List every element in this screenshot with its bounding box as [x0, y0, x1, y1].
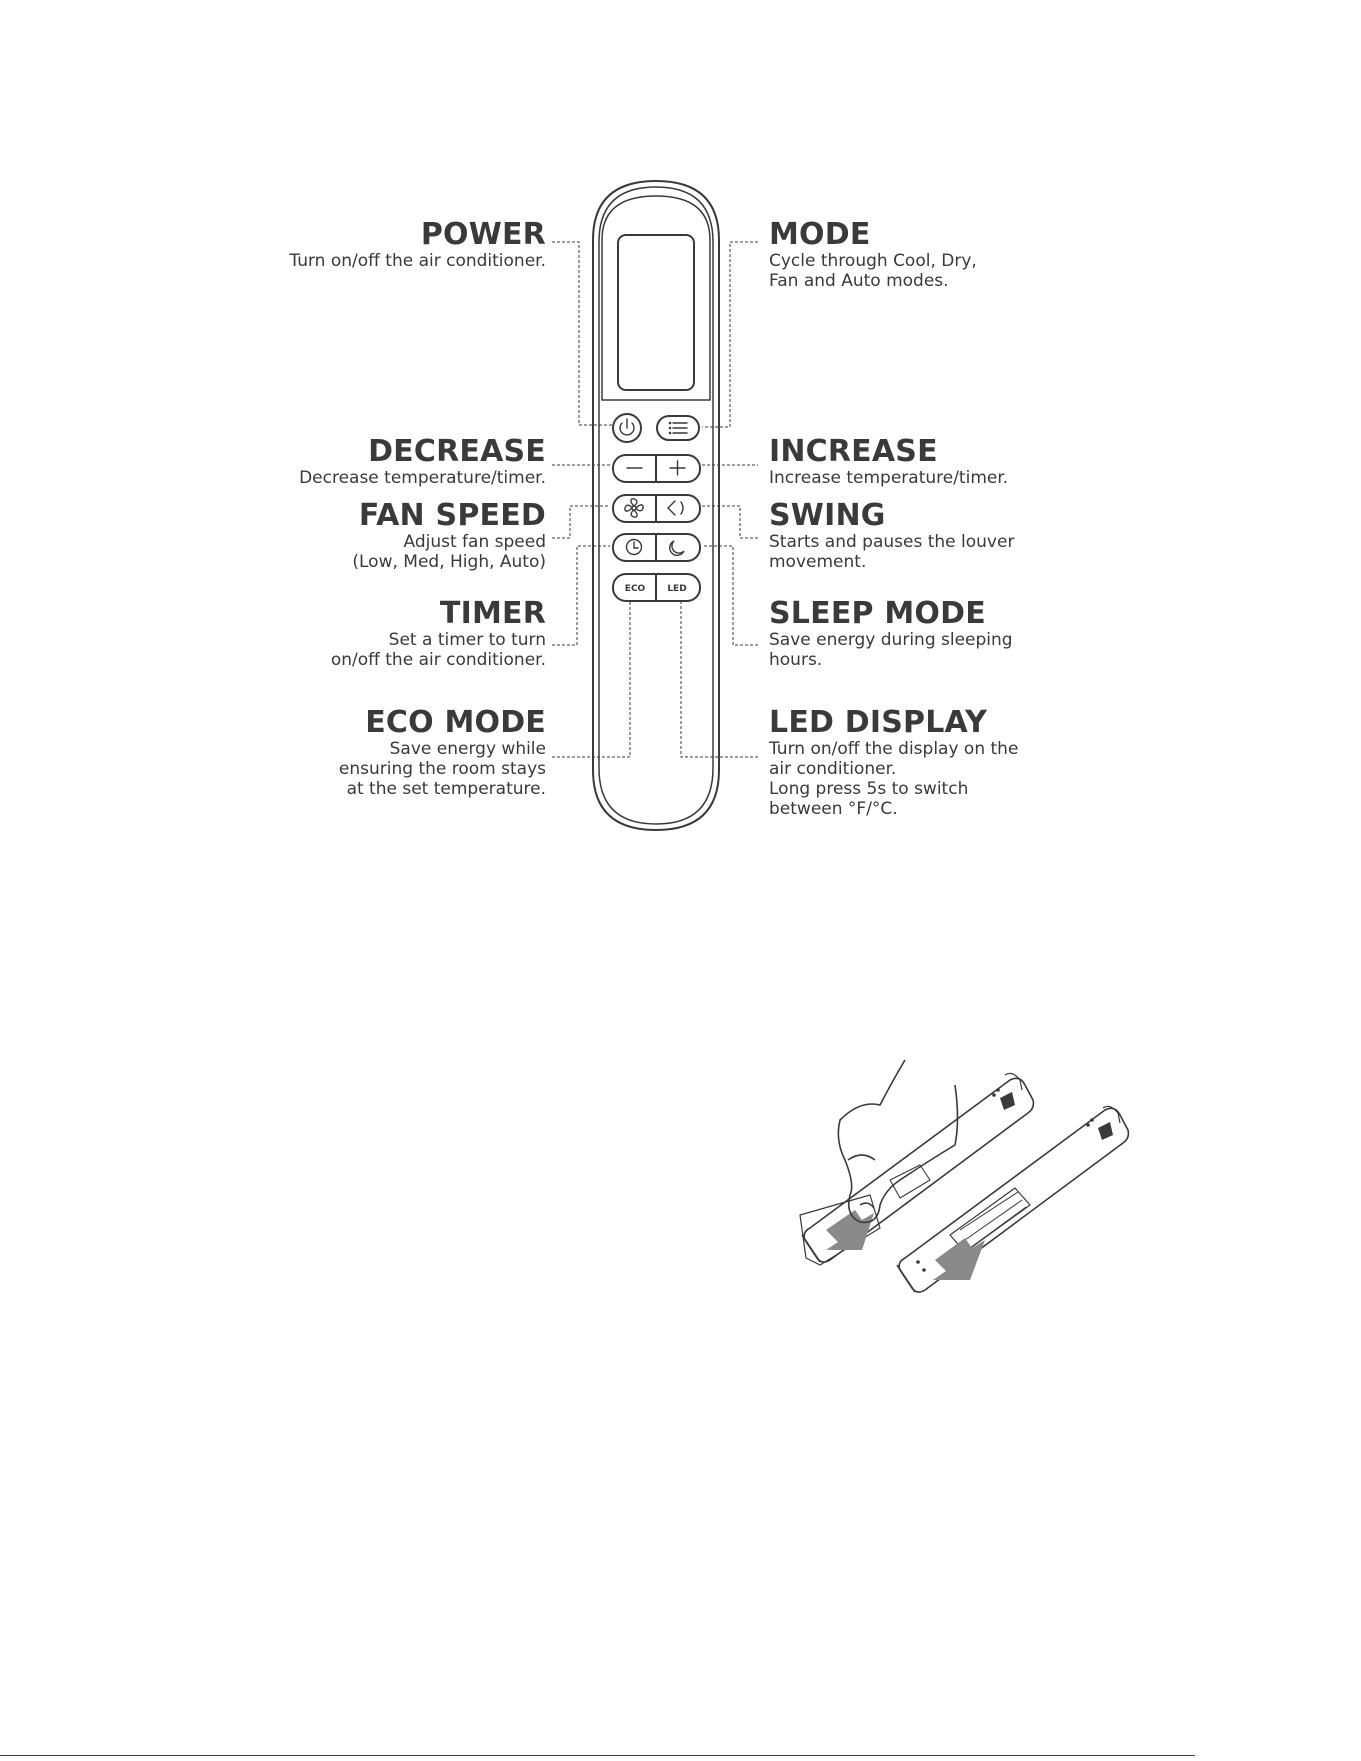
down-arrow-icon — [826, 1210, 874, 1250]
decrease-desc: Decrease temperature/timer. — [299, 468, 546, 488]
sleep-mode-desc: Save energy during sleeping hours. — [769, 630, 1013, 670]
moon-icon — [670, 541, 684, 555]
increase-desc: Increase temperature/timer. — [769, 468, 1009, 488]
decrease-title: DECREASE — [368, 434, 546, 469]
led-display-title: LED DISPLAY — [769, 705, 988, 740]
eco-mode-label — [339, 707, 546, 799]
down-arrow-icon — [933, 1238, 985, 1280]
increase-label — [769, 436, 1008, 488]
timer-desc: Set a timer to turn on/off the air conditioner. — [330, 630, 546, 670]
decrease-label — [299, 436, 546, 488]
timer-leader — [552, 546, 610, 645]
mode-label — [769, 219, 977, 291]
mode-title: MODE — [769, 217, 871, 252]
fan-icon — [625, 499, 643, 517]
clock-icon — [627, 540, 642, 555]
power-icon — [620, 419, 634, 435]
power-desc: Turn on/off the air conditioner. — [289, 251, 546, 271]
mode-desc: Cycle through Cool, Dry, Fan and Auto modes. — [769, 251, 977, 291]
sleep-leader — [702, 546, 758, 645]
plus-icon — [670, 461, 685, 475]
increase-title: INCREASE — [769, 434, 938, 469]
swing-icon — [668, 501, 683, 515]
sleep-mode-title: SLEEP MODE — [769, 596, 986, 631]
eco-leader — [552, 602, 630, 757]
fan-speed-desc: Adjust fan speed (Low, Med, High, Auto) — [352, 532, 546, 572]
led-display-desc: Turn on/off the display on the air conditioner. Long press 5s to switch between °F/°C. — [769, 739, 1019, 819]
eco-mode-desc: Save energy while ensuring the room stays at the set temperature. — [338, 739, 546, 799]
swing-leader — [702, 506, 758, 538]
sleep-mode-label — [769, 598, 1013, 670]
fan-speed-leader — [552, 506, 610, 538]
footer-rule — [0, 1755, 1195, 1756]
timer-label — [331, 598, 546, 670]
power-title: POWER — [420, 217, 546, 252]
led-button-label: LED — [667, 584, 687, 594]
swing-label — [769, 500, 1014, 572]
eco-button-label: ECO — [624, 584, 646, 594]
fan-speed-title: FAN SPEED — [358, 498, 546, 533]
power-leader — [552, 242, 612, 425]
hand — [838, 1060, 957, 1222]
power-label — [289, 219, 546, 271]
mode-list-icon — [669, 422, 687, 433]
eco-mode-title: ECO MODE — [365, 705, 546, 740]
swing-title: SWING — [769, 498, 886, 533]
fan-speed-label — [352, 500, 546, 572]
swing-desc: Starts and pauses the louver movement. — [769, 532, 1015, 572]
lcd-screen — [618, 235, 694, 390]
timer-title: TIMER — [439, 596, 546, 631]
battery-cover-illustration — [800, 1060, 1128, 1292]
led-display-label — [769, 707, 1018, 819]
